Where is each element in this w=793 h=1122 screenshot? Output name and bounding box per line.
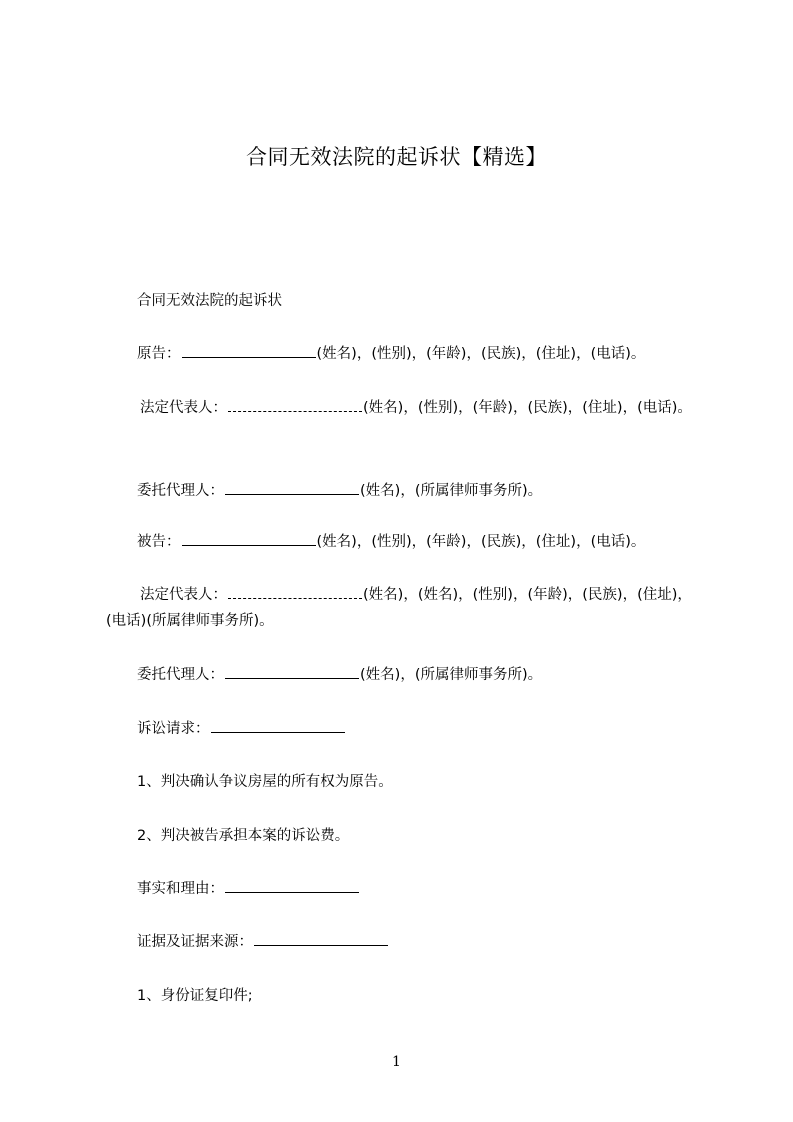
paragraph-defendant-agent (106, 662, 706, 688)
fill-blank (254, 931, 388, 946)
paragraph-claim-2 (106, 823, 706, 849)
fill-blank (182, 343, 316, 358)
fill-blank (225, 480, 359, 495)
fill-blank (225, 664, 359, 679)
fill-blank (228, 397, 362, 412)
representative-label: 法定代表人： (140, 587, 227, 603)
page-number: 1 (392, 1054, 401, 1070)
facts-label: 事实和理由： (137, 881, 224, 897)
paragraph-heading (106, 288, 706, 314)
plaintiff-fields: (姓名)，(性别)，(年龄)，(民族)，(住址)，(电话)。 (316, 346, 646, 362)
paragraph-plaintiff (106, 341, 706, 367)
evidence-1-text: 1、身份证复印件; (137, 988, 253, 1004)
heading-text: 合同无效法院的起诉状 (137, 293, 282, 309)
paragraph-plaintiff-agent (106, 478, 706, 504)
agent-fields: (姓名)，(所属律师事务所)。 (360, 667, 543, 683)
representative-fields: (姓名)，(姓名)，(性别)，(年龄)，(民族)，(住址)，(电话)(所属律师事务所)。 (106, 587, 692, 629)
document-title: 合同无效法院的起诉状【精选】 (246, 145, 547, 169)
fill-blank (211, 718, 345, 733)
paragraph-evidence-1 (106, 983, 706, 1009)
agent-fields: (姓名)，(所属律师事务所)。 (360, 483, 543, 499)
defendant-fields: (姓名)，(性别)，(年龄)，(民族)，(住址)，(电话)。 (316, 534, 646, 550)
plaintiff-label: 原告： (137, 346, 181, 362)
paragraph-defendant (106, 529, 706, 555)
representative-fields: (姓名)，(性别)，(年龄)，(民族)，(住址)，(电话)。 (363, 400, 692, 416)
claim-2-text: 2、判决被告承担本案的诉讼费。 (137, 828, 350, 844)
claims-label: 诉讼请求： (137, 721, 210, 737)
fill-blank (228, 584, 362, 599)
paragraph-defendant-representative (106, 582, 706, 634)
paragraph-claim-1 (106, 769, 706, 795)
paragraph-evidence (106, 929, 706, 955)
paragraph-facts (106, 876, 706, 902)
defendant-label: 被告： (137, 534, 181, 550)
representative-label: 法定代表人： (140, 400, 227, 416)
fill-blank (182, 531, 316, 546)
paragraph-claims (106, 716, 706, 742)
agent-label: 委托代理人： (137, 667, 224, 683)
agent-label: 委托代理人： (137, 483, 224, 499)
claim-1-text: 1、判决确认争议房屋的所有权为原告。 (137, 774, 393, 790)
evidence-label: 证据及证据来源： (137, 934, 253, 950)
paragraph-plaintiff-representative (106, 395, 706, 421)
fill-blank (225, 878, 359, 893)
